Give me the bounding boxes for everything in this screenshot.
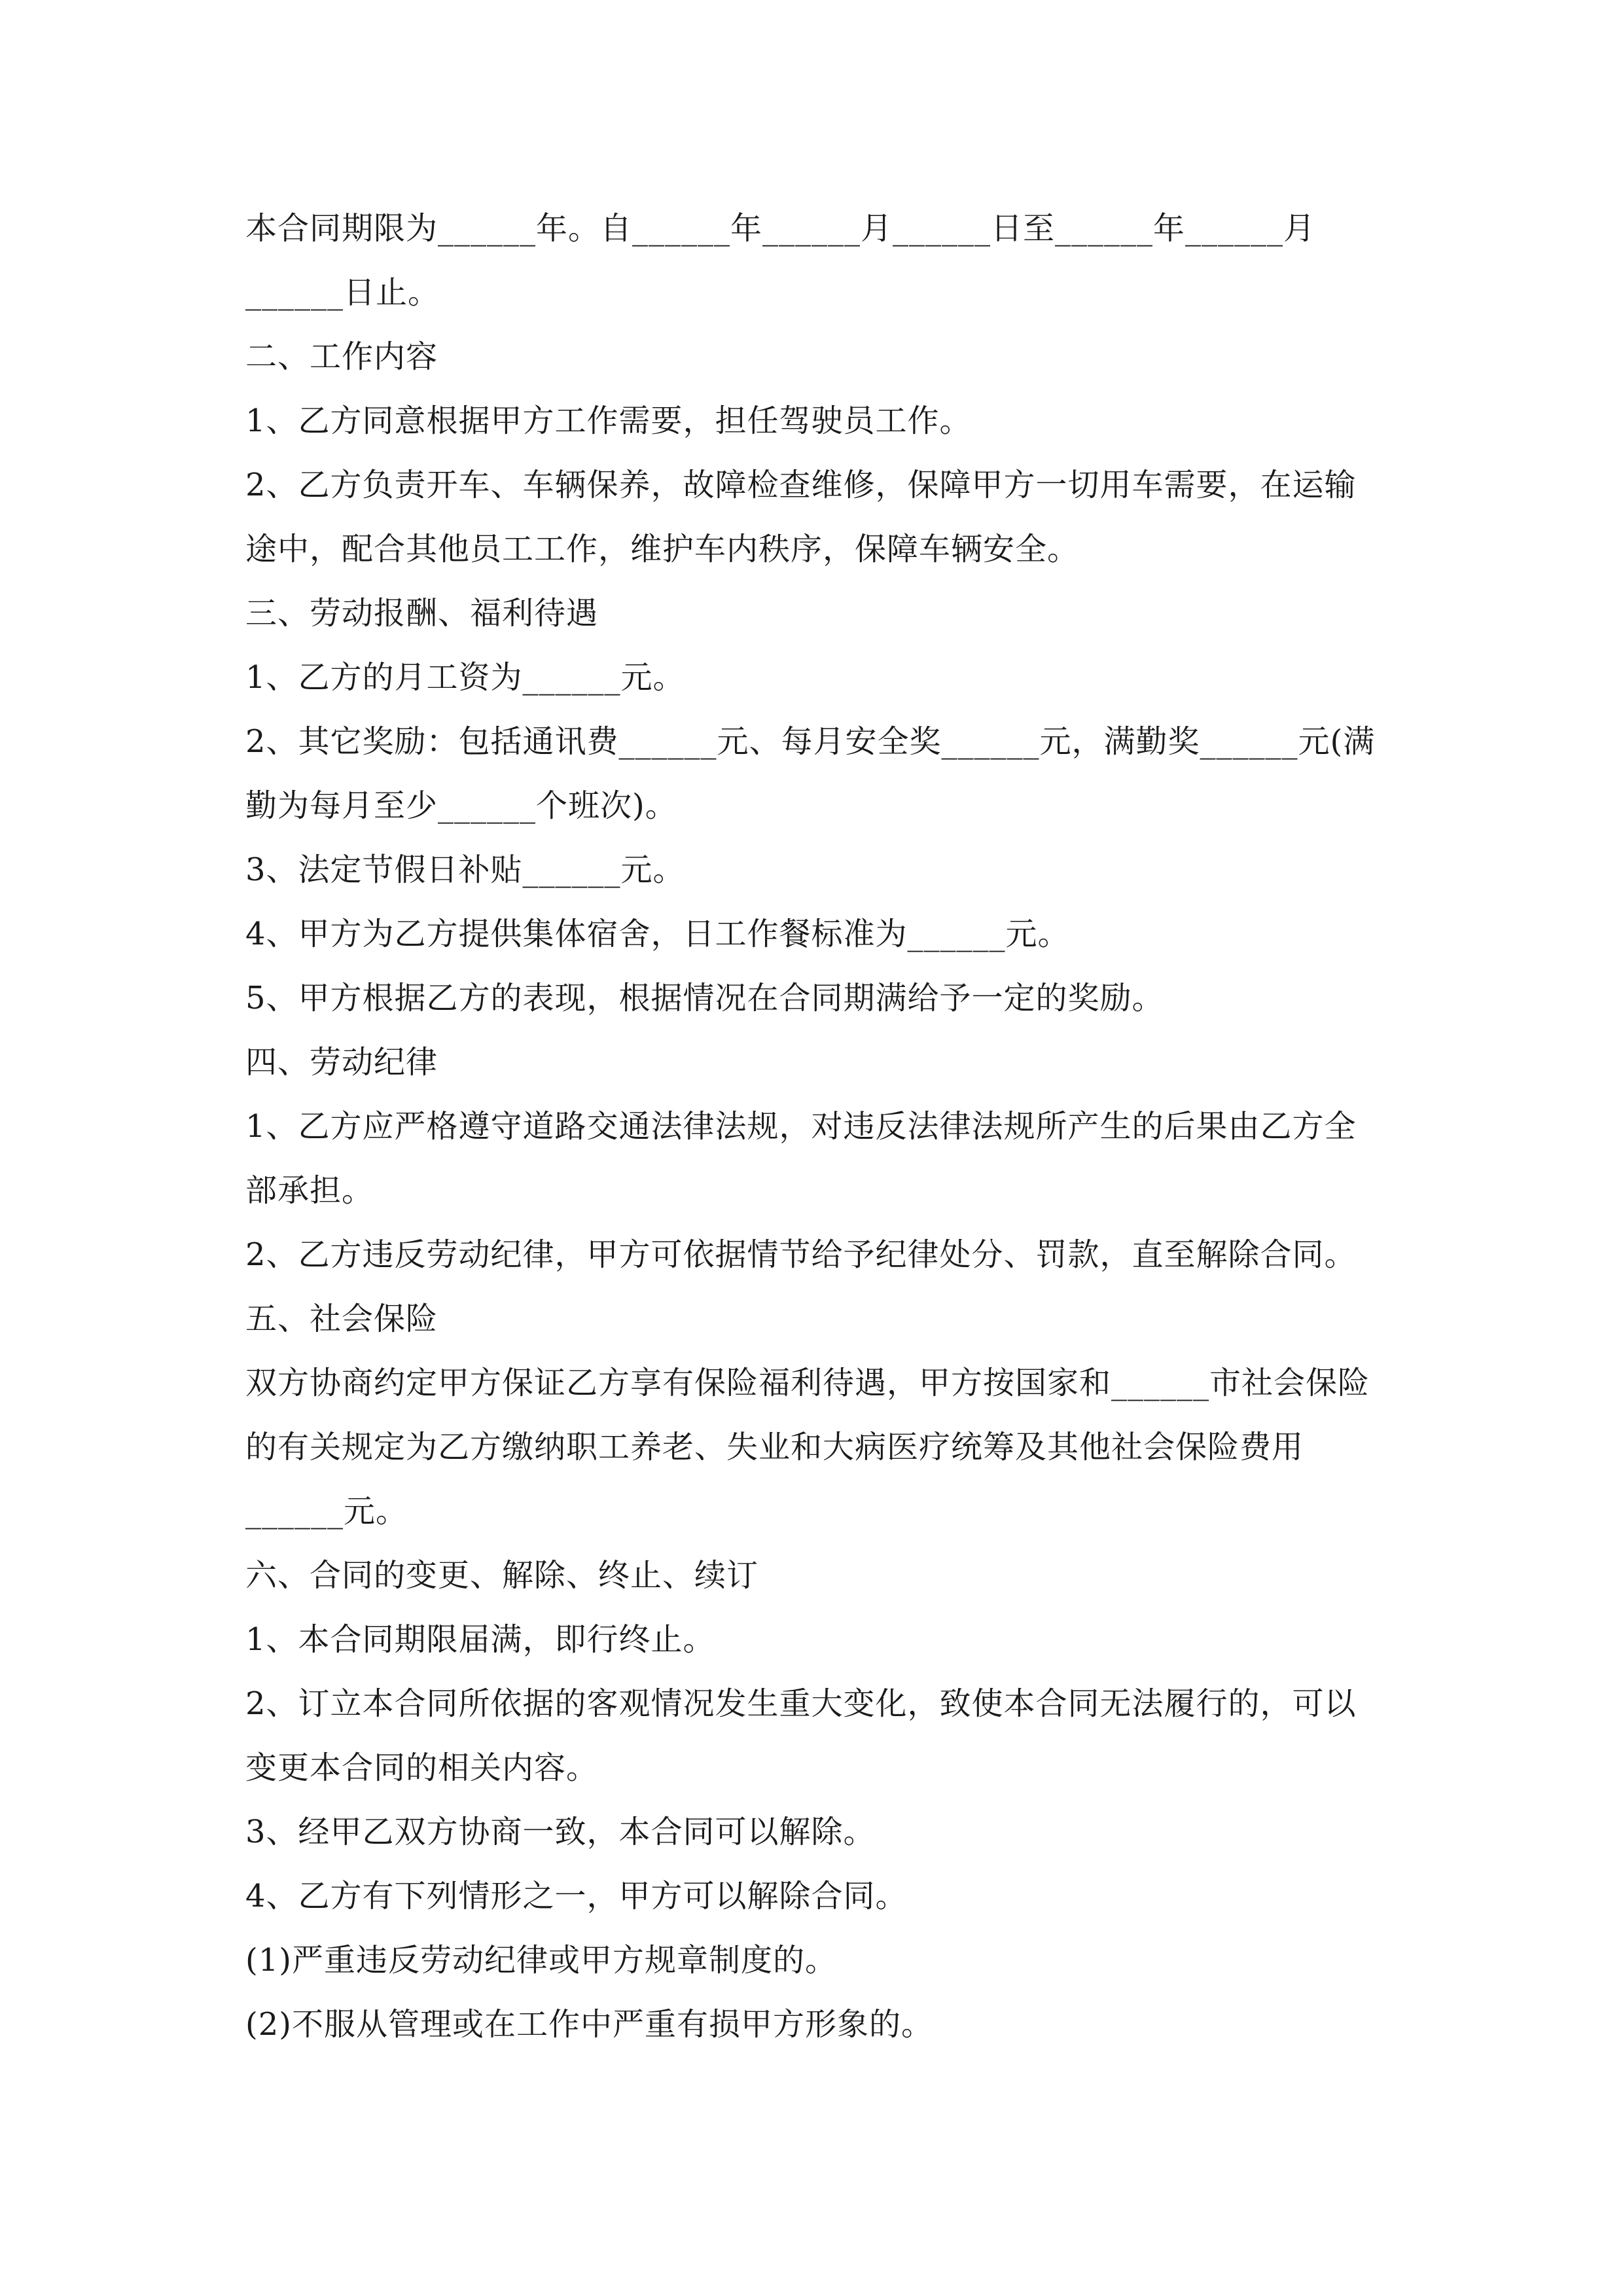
clause-text: 2、乙方负责开车、车辆保养，故障检查维修，保障甲方一切用车需要，在运输 xyxy=(245,467,1357,503)
section-heading-contract-changes: 六、合同的变更、解除、终止、续订 xyxy=(245,1557,759,1594)
section-heading-social-insurance: 五、社会保险 xyxy=(245,1300,438,1337)
clause-text: 3、经甲乙双方协商一致，本合同可以解除。 xyxy=(245,1814,876,1850)
sub-clause-text: (2)不服从管理或在工作中严重有损甲方形象的。 xyxy=(245,2006,933,2043)
clause-text: ______元。 xyxy=(245,1493,408,1530)
section-heading-work-content: 二、工作内容 xyxy=(245,338,438,375)
section-heading-compensation: 三、劳动报酬、福利待遇 xyxy=(245,595,599,632)
clause-text: 勤为每月至少______个班次)。 xyxy=(245,787,677,824)
clause-text: 4、甲方为乙方提供集体宿舍，日工作餐标准为______元。 xyxy=(245,916,1070,952)
contract-term-line: 本合同期限为______年。自______年______月______日至______年______月 xyxy=(245,210,1316,247)
clause-text: 5、甲方根据乙方的表现，根据情况在合同期满给予一定的奖励。 xyxy=(245,980,1164,1016)
clause-text: 2、其它奖励：包括通讯费______元、每月安全奖______元，满勤奖______元(满 xyxy=(245,723,1376,760)
clause-text: 4、乙方有下列情形之一，甲方可以解除合同。 xyxy=(245,1878,908,1914)
contract-body xyxy=(245,196,1381,2056)
clause-text: 3、法定节假日补贴______元。 xyxy=(245,852,685,888)
contract-term-line-cont: ______日止。 xyxy=(245,274,440,311)
clause-text: 1、乙方的月工资为______元。 xyxy=(245,659,685,696)
clause-text: 1、乙方同意根据甲方工作需要，担任驾驶员工作。 xyxy=(245,403,972,439)
clause-text: 1、本合同期限届满，即行终止。 xyxy=(245,1621,715,1658)
clause-text: 途中，配合其他员工工作，维护车内秩序，保障车辆安全。 xyxy=(245,531,1080,567)
section-heading-labor-discipline: 四、劳动纪律 xyxy=(245,1044,438,1081)
clause-text: 2、乙方违反劳动纪律，甲方可依据情节给予纪律处分、罚款，直至解除合同。 xyxy=(245,1236,1357,1273)
clause-text: 1、乙方应严格遵守道路交通法律法规，对违反法律法规所产生的后果由乙方全 xyxy=(245,1108,1357,1145)
clause-text: 2、订立本合同所依据的客观情况发生重大变化，致使本合同无法履行的，可以 xyxy=(245,1685,1357,1722)
clause-text: 双方协商约定甲方保证乙方享有保险福利待遇，甲方按国家和______市社会保险 xyxy=(245,1365,1370,1401)
sub-clause-text: (1)严重违反劳动纪律或甲方规章制度的。 xyxy=(245,1942,837,1979)
clause-text: 部承担。 xyxy=(245,1172,374,1209)
clause-text: 的有关规定为乙方缴纳职工养老、失业和大病医疗统筹及其他社会保险费用 xyxy=(245,1429,1304,1465)
clause-text: 变更本合同的相关内容。 xyxy=(245,1749,599,1786)
